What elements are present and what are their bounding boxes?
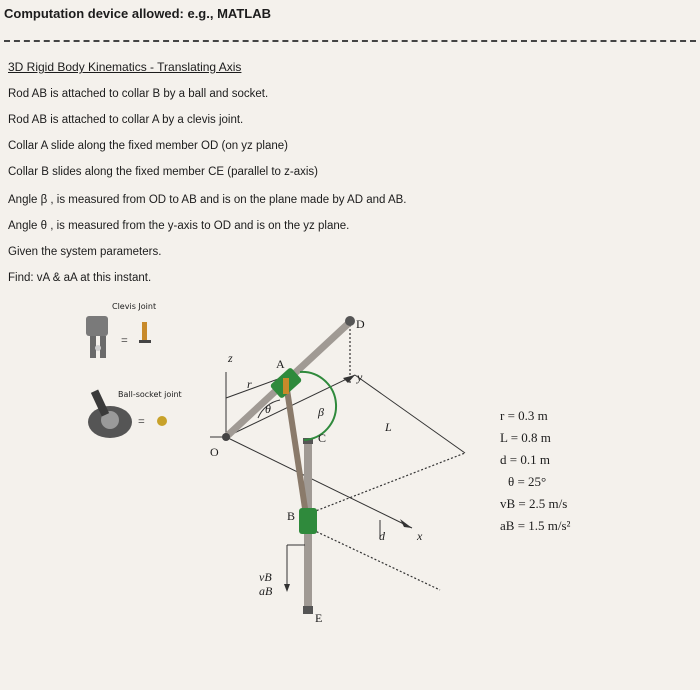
clevis-joint-icon [86,316,108,358]
problem-line: Find: vA & aA at this instant. [8,272,152,284]
x-axis [226,437,412,528]
param-theta: θ = 25° [508,474,547,489]
label-d: D [356,317,365,331]
ball-socket-label: Ball-socket joint [118,390,182,399]
ball-equals: = [138,414,145,428]
label-a: A [276,357,285,371]
label-r: r [247,377,252,391]
label-x: x [417,529,423,543]
clevis-symbol-icon [139,322,151,343]
label-o: O [210,445,219,459]
param-vb: vB = 2.5 m/s [500,496,568,511]
point-o [222,433,230,441]
header-title: Computation device allowed: e.g., MATLAB [4,6,271,21]
label-y: y [357,370,363,384]
problem-line: Collar A slide along the fixed member OD (on yz plane) [8,140,288,152]
label-ab: aB [259,584,273,598]
label-beta: β [318,405,324,419]
label-l: L [385,420,392,434]
section-title: 3D Rigid Body Kinematics - Translating Axis [8,60,242,74]
problem-line: Angle θ , is measured from the y-axis to OD and is on the yz plane. [8,220,350,232]
label-z: z [228,351,233,365]
problem-line: Rod AB is attached to collar B by a ball and socket. [8,88,269,100]
clevis-equals: = [121,333,128,347]
label-b: B [287,509,296,523]
label-e: E [315,611,323,625]
collar-b [299,508,317,534]
clevis-joint-label: Clevis Joint [112,302,157,311]
problem-line: Given the system parameters. [8,246,162,258]
problem-line: Rod AB is attached to collar A by a clevis joint. [8,114,244,126]
param-r: r = 0.3 m [500,408,548,423]
label-c: C [318,431,327,445]
y-extension [355,375,465,453]
param-ab: aB = 1.5 m/s² [500,518,571,533]
ball-socket-icon [88,390,132,438]
label-theta: θ [265,402,271,416]
param-d: d = 0.1 m [500,452,550,467]
ball-symbol-icon [157,416,167,426]
label-d-dist: d [379,529,385,543]
problem-line: Angle β , is measured from OD to AB and is on the plane made by AD and AB. [8,194,407,206]
rod-ab [286,383,306,515]
label-vb: vB [259,570,272,584]
problem-line: Collar B slides along the fixed member CE (parallel to z-axis) [8,166,318,178]
param-l: L = 0.8 m [500,430,551,445]
point-d [345,316,355,326]
